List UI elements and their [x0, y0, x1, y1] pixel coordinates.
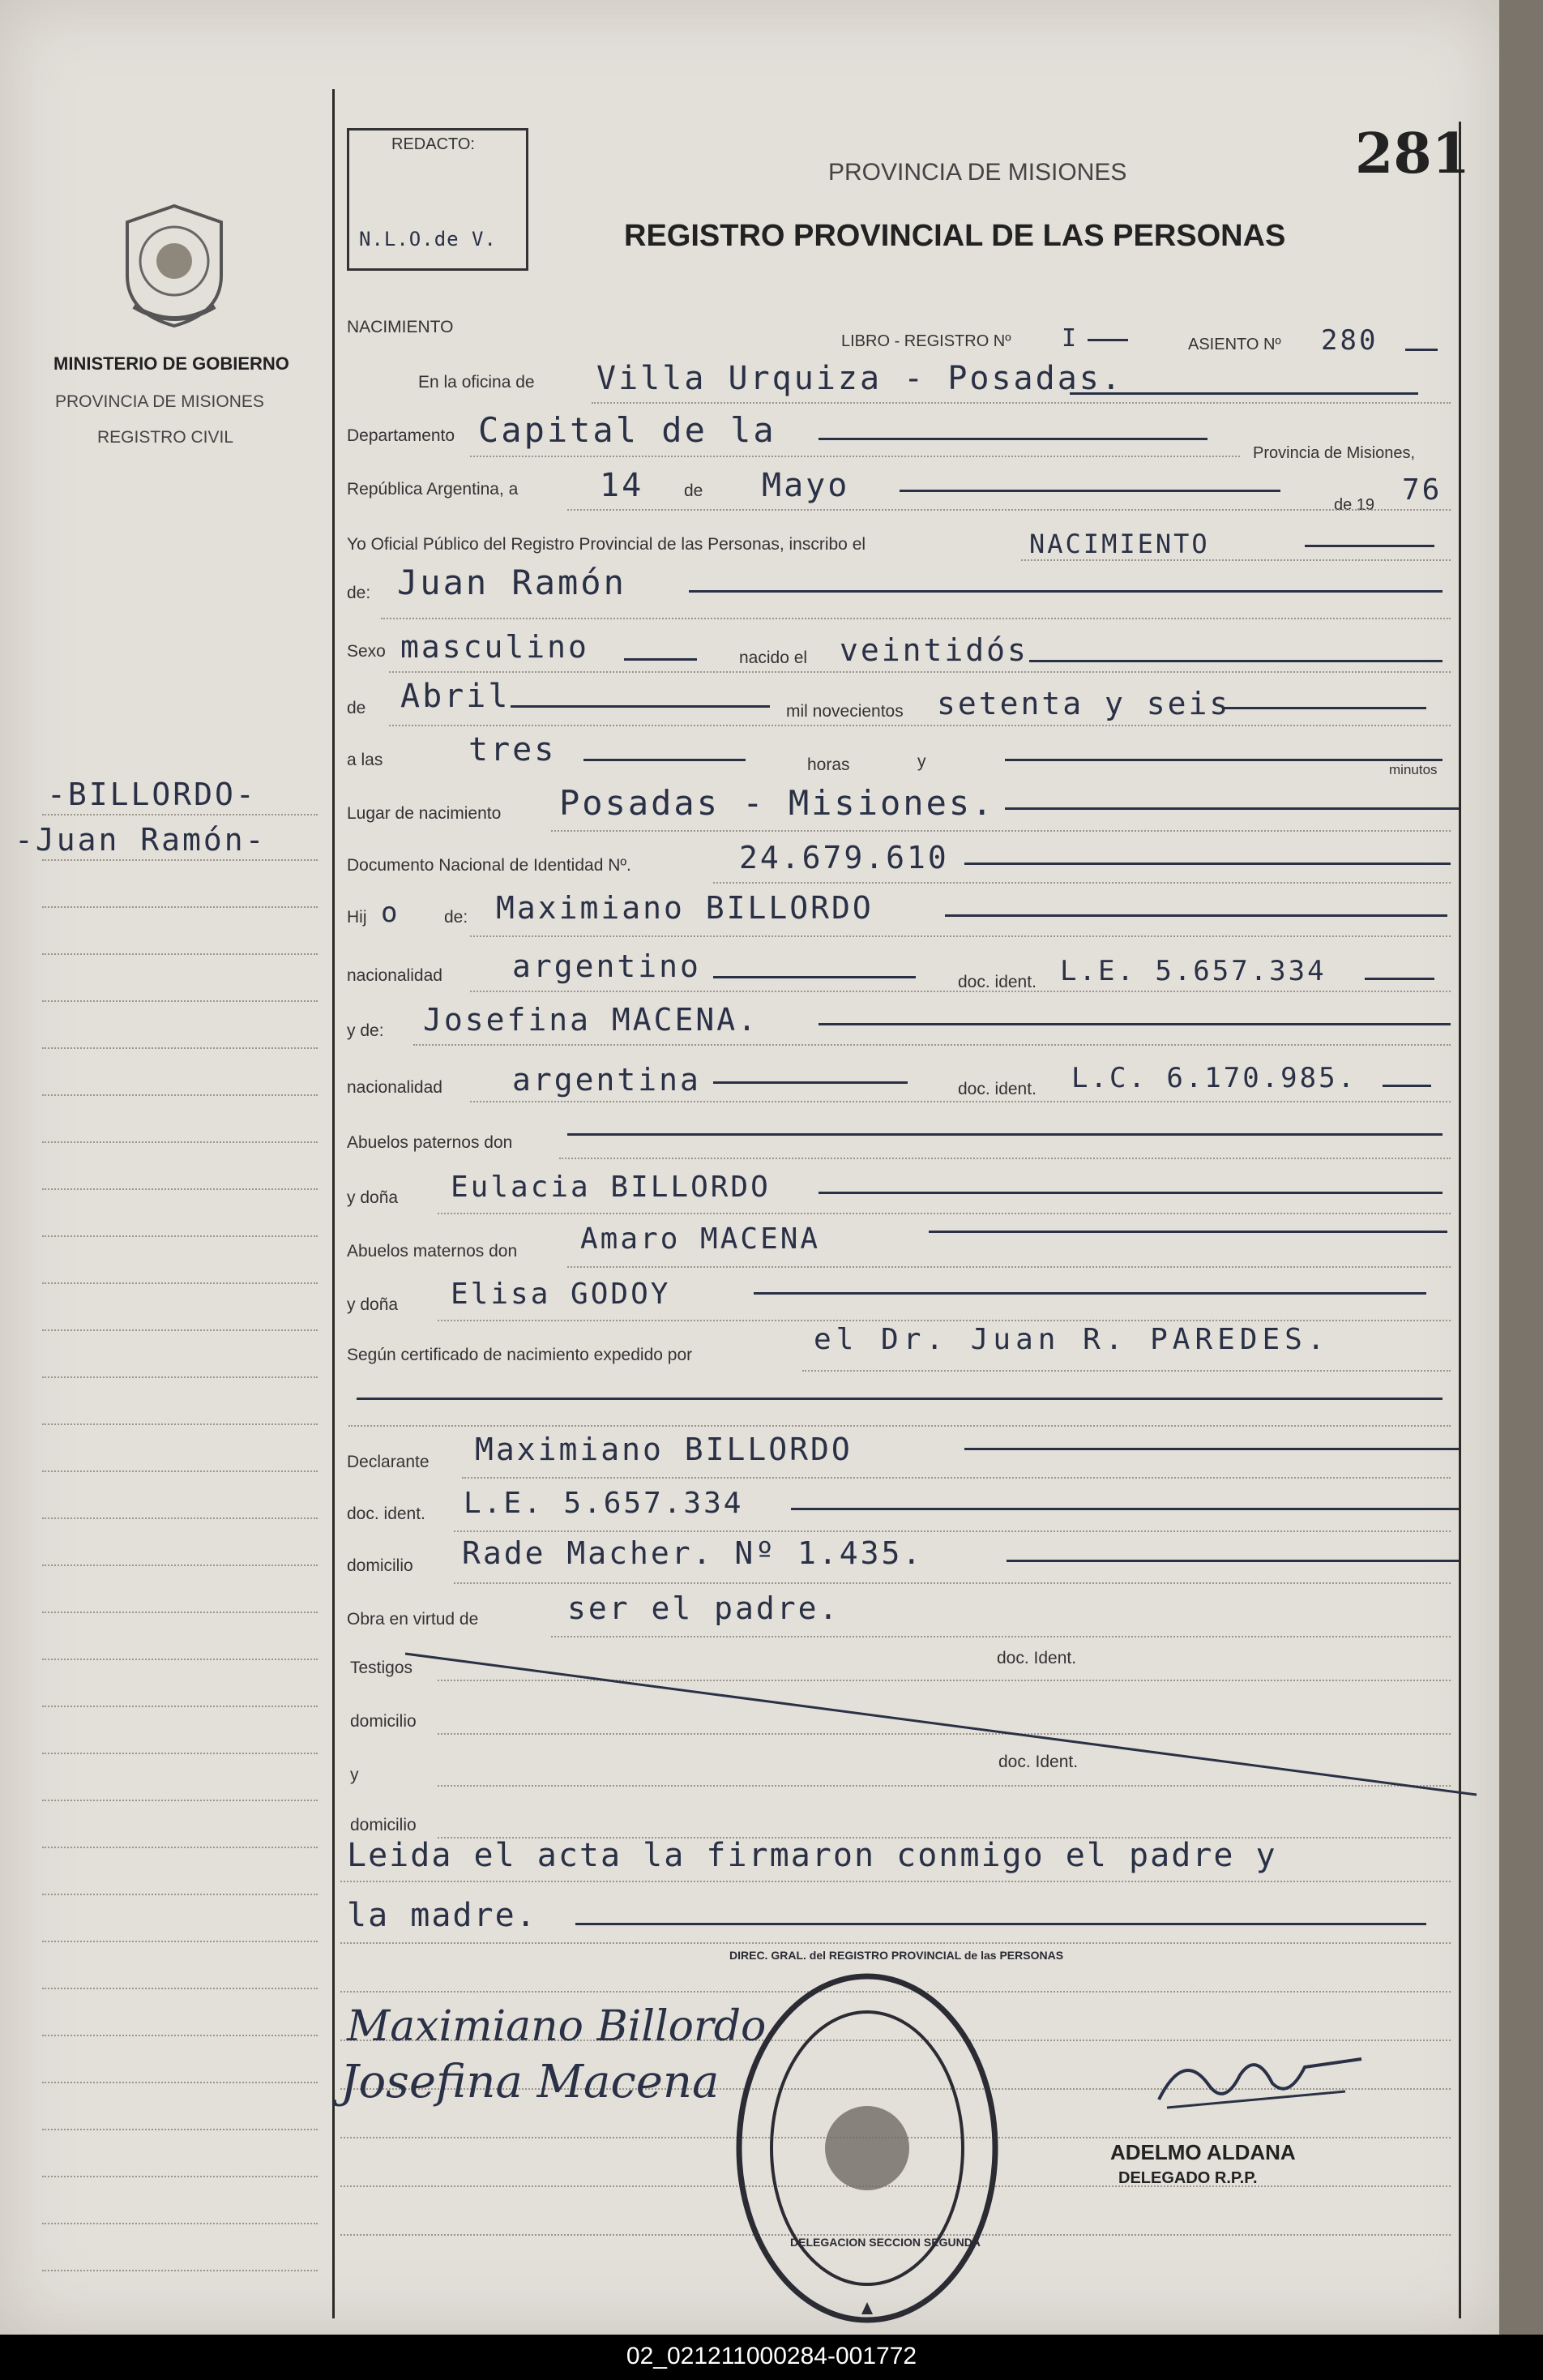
margin-line	[42, 2223, 318, 2224]
margin-line	[42, 1706, 318, 1707]
nombre-value: Juan Ramón	[397, 563, 626, 602]
anio-label: de 19	[1334, 496, 1375, 514]
padre-value: Maximiano BILLORDO	[496, 890, 874, 926]
hijo-label: Hij	[347, 908, 367, 927]
doc-testigo-2-label: doc. Ident.	[998, 1753, 1079, 1771]
row-line	[559, 1158, 1451, 1159]
mes-value: Mayo	[762, 467, 850, 504]
row-line	[1021, 559, 1451, 561]
row-line	[551, 830, 1451, 832]
de-label: de	[684, 482, 703, 500]
margin-line	[42, 1753, 318, 1754]
margin-line	[42, 1565, 318, 1566]
domicilio-label: domicilio	[347, 1556, 413, 1575]
doc-3-label: doc. ident.	[347, 1505, 425, 1523]
official-name: ADELMO ALDANA	[1110, 2140, 1296, 2164]
doc-3-value: L.E. 5.657.334	[464, 1487, 744, 1520]
dash	[713, 976, 916, 978]
nombre-label: de:	[347, 584, 371, 602]
note-line-1: Leida el acta la firmaron conmigo el padre y	[347, 1837, 1277, 1874]
signature-mother: Josefina Macena	[340, 2056, 720, 2108]
row-line	[802, 1370, 1451, 1372]
oficina-value: Villa Urquiza - Posadas.	[596, 360, 1123, 397]
hijo-de-label: de:	[444, 908, 468, 927]
doc-1-label: doc. ident.	[958, 973, 1037, 991]
dash	[791, 1508, 1459, 1510]
official-stamp-icon	[733, 1970, 1001, 2326]
mil-value: setenta y seis	[937, 686, 1231, 721]
dash	[1088, 339, 1128, 341]
sexo-value: masculino	[400, 629, 589, 665]
certificado-label: Según certificado de nacimiento expedido por	[347, 1346, 693, 1364]
dash	[1365, 978, 1434, 980]
margin-line	[42, 1988, 318, 1989]
dash	[357, 1398, 1443, 1400]
dash	[1305, 545, 1434, 547]
margin-line	[42, 1188, 318, 1190]
doc-testigo-1-label: doc. Ident.	[997, 1649, 1077, 1667]
dash	[964, 863, 1451, 865]
margin-line	[42, 1235, 318, 1237]
margin-line	[42, 1282, 318, 1284]
mil-label: mil novecientos	[786, 702, 904, 721]
row-line	[438, 1320, 1451, 1321]
stamp-text-top: DIREC. GRAL. del REGISTRO PROVINCIAL de las PERSONAS	[729, 1949, 1064, 1962]
official-signature	[1151, 2043, 1370, 2116]
obra-label: Obra en virtud de	[347, 1610, 479, 1629]
margin-line	[42, 2270, 318, 2271]
dash	[567, 1133, 1443, 1136]
nacionalidad-2-value: argentina	[512, 1062, 701, 1098]
right-rule	[1459, 122, 1461, 2318]
margin-line	[42, 2129, 318, 2130]
row-line	[462, 1477, 1451, 1479]
certificado-value: el Dr. Juan R. PAREDES.	[814, 1323, 1330, 1356]
dash	[945, 914, 1447, 917]
margin-line	[42, 1470, 318, 1472]
margin-given-name: -Juan Ramón-	[15, 822, 267, 858]
minutos-label: minutos	[1389, 762, 1438, 777]
libro-value: I	[1062, 324, 1079, 353]
dash	[819, 438, 1207, 440]
domicilio-testigo-2-label: domicilio	[350, 1816, 417, 1834]
row-line	[381, 618, 1451, 619]
margin-line	[42, 1894, 318, 1895]
section-label: NACIMIENTO	[347, 318, 454, 336]
nacionalidad-1-value: argentino	[512, 948, 701, 984]
domicilio-value: Rade Macher. Nº 1.435.	[462, 1535, 924, 1571]
dash	[1224, 707, 1426, 709]
margin-line	[42, 1847, 318, 1848]
dash	[819, 1192, 1443, 1194]
margin-line	[42, 859, 318, 861]
anio-value: 76	[1402, 473, 1443, 507]
departamento-value: Capital de la	[478, 410, 776, 450]
dni-value: 24.679.610	[739, 840, 949, 875]
dash	[575, 1923, 1426, 1925]
dash	[1070, 392, 1418, 395]
margin-line	[42, 1517, 318, 1519]
nacido-value: veintidós	[840, 632, 1028, 668]
asiento-value: 280	[1321, 324, 1378, 357]
margin-line	[42, 1329, 318, 1331]
mes-nac-value: Abril	[400, 678, 511, 715]
oficial-value: NACIMIENTO	[1029, 529, 1210, 559]
margin-line	[42, 1000, 318, 1002]
dni-label: Documento Nacional de Identidad Nº.	[347, 856, 631, 875]
lugar-label: Lugar de nacimiento	[347, 804, 502, 823]
folio-number: 281	[1355, 122, 1470, 186]
margin-line	[42, 953, 318, 955]
lugar-value: Posadas - Misiones.	[559, 783, 995, 823]
official-title: DELEGADO R.P.P.	[1118, 2169, 1258, 2187]
abuela-paterna-value: Eulacia BILLORDO	[451, 1171, 771, 1204]
margin-line	[42, 2035, 318, 2036]
abuelos-maternos-label: Abuelos maternos don	[347, 1242, 518, 1261]
oficial-label: Yo Oficial Público del Registro Provincial de las Personas, inscribo el	[347, 535, 866, 554]
margin-line	[42, 1659, 318, 1660]
nacionalidad-2-label: nacionalidad	[347, 1078, 442, 1097]
dash	[1383, 1085, 1431, 1087]
abuela-paterna-label: y doña	[347, 1188, 399, 1207]
y-de-label: y de:	[347, 1021, 384, 1040]
dia-value: 14	[600, 467, 644, 504]
margin-line	[42, 1612, 318, 1613]
margin-line	[42, 814, 318, 815]
oficina-label: En la oficina de	[418, 373, 535, 392]
margin-line	[42, 906, 318, 908]
margin-rule	[332, 89, 335, 2318]
margin-line	[42, 2176, 318, 2177]
doc-2-label: doc. ident.	[958, 1080, 1037, 1098]
dash	[1005, 759, 1443, 761]
redacto-box	[347, 128, 528, 271]
ministry-name: MINISTERIO DE GOBIERNO	[53, 353, 289, 374]
departamento-label: Departamento	[347, 426, 455, 445]
dash	[511, 705, 770, 708]
abuelo-materno-value: Amaro MACENA	[580, 1222, 821, 1256]
margin-line	[42, 1423, 318, 1425]
margin-line	[42, 1941, 318, 1942]
row-line	[470, 456, 1240, 457]
dash	[624, 658, 697, 661]
obra-value: ser el padre.	[567, 1590, 840, 1626]
asiento-label: ASIENTO Nº	[1188, 336, 1281, 353]
row-line	[389, 725, 1451, 726]
redacto-label: REDACTO:	[391, 135, 475, 153]
republica-label: República Argentina, a	[347, 480, 519, 499]
row-line	[340, 1881, 1451, 1882]
row-line	[454, 1530, 1451, 1532]
margin-line	[42, 1141, 318, 1143]
row-line	[389, 671, 1451, 673]
abuela-materna-value: Elisa GODOY	[451, 1278, 671, 1311]
margin-line	[42, 1094, 318, 1096]
dash	[1005, 807, 1459, 810]
row-line	[592, 402, 1451, 404]
row-line	[470, 935, 1451, 937]
row-line	[340, 1942, 1451, 1944]
libro-label: LIBRO - REGISTRO Nº	[841, 332, 1011, 350]
row-line	[567, 509, 1451, 511]
sexo-label: Sexo	[347, 642, 386, 661]
madre-value: Josefina MACENA.	[423, 1002, 759, 1038]
stamp-text-inner: DELEGACION SECCION SEGUNDA	[790, 2236, 981, 2249]
redacto-value: N.L.O.de V.	[359, 228, 497, 250]
row-line	[567, 1266, 1451, 1268]
dash	[929, 1231, 1447, 1233]
dash	[964, 1448, 1459, 1450]
margin-line	[42, 1376, 318, 1378]
page-edge	[1499, 0, 1543, 2335]
coat-of-arms-icon	[118, 201, 231, 331]
margin-line	[42, 2082, 318, 2083]
dash	[900, 490, 1280, 492]
strikethrough-line	[405, 1646, 1483, 1800]
doc-2-value: L.C. 6.170.985.	[1071, 1062, 1357, 1094]
nacionalidad-1-label: nacionalidad	[347, 966, 442, 985]
dash	[1405, 349, 1438, 351]
y-label: y	[917, 752, 926, 771]
abuela-materna-label: y doña	[347, 1295, 399, 1314]
ministry-province: PROVINCIA DE MISIONES	[55, 392, 264, 411]
row-line	[454, 1582, 1451, 1584]
declarante-value: Maximiano BILLORDO	[475, 1432, 853, 1467]
dash	[583, 759, 746, 761]
testigos-label: Testigos	[350, 1659, 413, 1677]
dash	[1029, 660, 1443, 662]
header-province: PROVINCIA DE MISIONES	[828, 159, 1127, 186]
de-mes-label: de	[347, 699, 366, 717]
row-line	[413, 1044, 1451, 1046]
row-line	[438, 1213, 1451, 1214]
provincia-label: Provincia de Misiones,	[1253, 444, 1416, 462]
row-line	[470, 1101, 1451, 1102]
doc-1-value: L.E. 5.657.334	[1060, 955, 1327, 987]
note-line-2: la madre.	[347, 1897, 537, 1934]
margin-surname: -BILLORDO-	[47, 777, 257, 812]
nacido-label: nacido el	[739, 649, 808, 667]
image-caption: 02_021211000284-001772	[626, 2343, 917, 2369]
hora-value: tres	[468, 731, 557, 768]
y-testigo-label: y	[350, 1766, 359, 1784]
hijo-suffix: o	[381, 897, 400, 929]
page-title: REGISTRO PROVINCIAL DE LAS PERSONAS	[624, 219, 1286, 253]
ministry-registry: REGISTRO CIVIL	[97, 428, 234, 447]
signature-father: Maximiano Billordo	[347, 2002, 767, 2051]
domicilio-testigo-1-label: domicilio	[350, 1712, 417, 1731]
horas-label: horas	[807, 756, 850, 774]
row-line	[713, 882, 1451, 884]
dash	[754, 1292, 1426, 1295]
row-line	[470, 991, 1451, 992]
row-line	[348, 1425, 1451, 1427]
dash	[819, 1023, 1451, 1025]
row-line	[551, 1636, 1451, 1637]
declarante-label: Declarante	[347, 1453, 430, 1471]
dash	[1007, 1560, 1459, 1562]
margin-line	[42, 1800, 318, 1801]
dash	[713, 1081, 908, 1084]
alas-label: a las	[347, 751, 383, 769]
abuelos-paternos-label: Abuelos paternos don	[347, 1133, 513, 1152]
dash	[689, 590, 1443, 593]
margin-line	[42, 1047, 318, 1049]
